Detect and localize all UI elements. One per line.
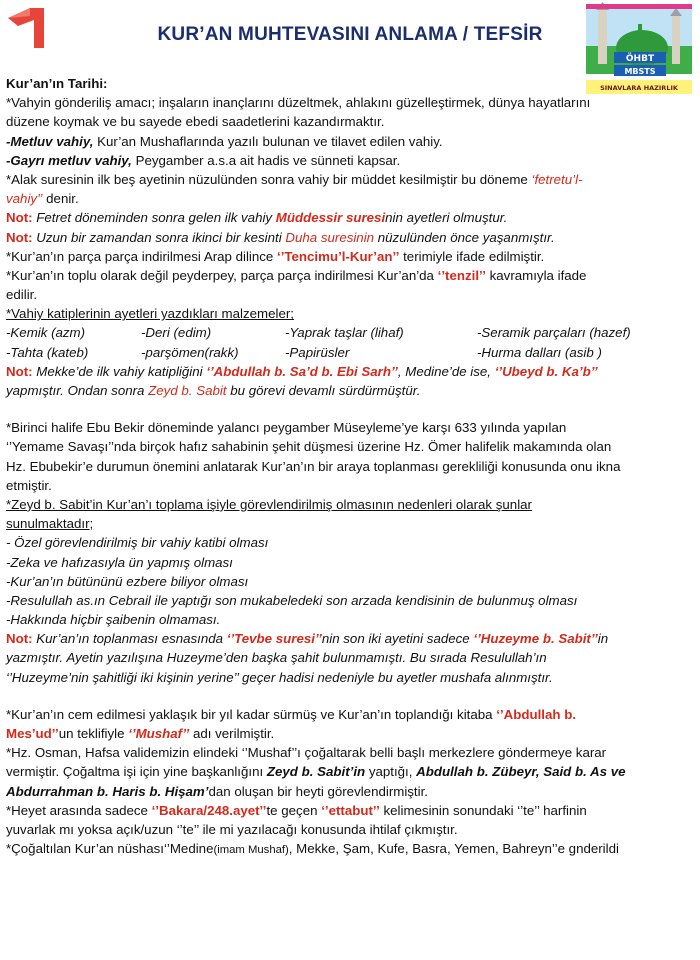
text-line: düzene koymak ve bu sayede ebedi saadetlerini kazandırmaktır. — [6, 114, 385, 130]
highlight-tevbe: ‘’Tevbe suresi’’ — [226, 631, 322, 647]
materials-row — [6, 343, 696, 362]
reason-item: -Resulullah as.ın Cebrail ile yaptığı son mukabeledeki son arzada kendisinin de bulunmuş olması — [6, 592, 578, 608]
text-line — [6, 266, 696, 285]
term-fetret-end: vahiy’’ — [6, 191, 43, 207]
imam-mushaf-note: (imam Mushaf) — [213, 844, 289, 857]
text-line — [6, 170, 696, 189]
logo-top-text: ÖHBT — [625, 54, 655, 64]
section-heading: Kur’an’ın Tarihi: — [6, 76, 108, 91]
text-fragment: Uzun bir zamandan sonra ikinci bir kesinti — [32, 229, 286, 245]
term-metluv: -Metluv vahiy, — [6, 133, 94, 149]
text-line: *Hz. Osman, Hafsa validemizin elindeki ‘’Mushaf’’ı çoğaltarak belli başlı merkezlere göndermeye karar — [6, 745, 607, 761]
note-label: Not: — [6, 363, 33, 379]
text-fragment: te geçen — [266, 802, 322, 818]
material-item: -Yaprak taşlar (lihaf) — [285, 325, 404, 341]
note-line — [6, 629, 696, 648]
term-fetret: ‘fetretu’l- — [531, 171, 583, 187]
text-line — [6, 705, 696, 724]
text-line: *Birinci halife Ebu Bekir döneminde yalancı peygamber Müseyleme’ye karşı 633 yılında yapılan — [6, 420, 567, 436]
text-line: Hz. Ebubekir’e durumun önemini anlatarak Kur’an’ın bir araya toplanması gerekliliği konusunda onu ikna — [6, 458, 621, 474]
material-item: -Deri (edim) — [141, 325, 212, 341]
document-body — [6, 74, 696, 858]
logo-bottom-text: SINAVLARA HAZIRLIK — [600, 84, 678, 92]
text-fragment: in — [597, 631, 609, 647]
reason-item: - Özel görevlendirilmiş bir vahiy katibi olması — [6, 535, 269, 551]
highlight-abdullah-mesud: ‘’Abdullah b. — [496, 706, 577, 722]
text-line — [6, 782, 696, 801]
highlight-tenzil: ‘’tenzil’’ — [437, 267, 486, 283]
text-line: edilir. — [6, 287, 38, 303]
text-fragment: bu görevi devamlı sürdürmüştür. — [226, 383, 421, 398]
highlight-ubeyd: ‘’Ubeyd b. Ka’b’’ — [494, 363, 598, 379]
text-line — [6, 724, 696, 743]
text-fragment: *Heyet arasında sadece — [6, 802, 152, 818]
materials-heading: *Vahiy katiplerinin ayetleri yazdıkları malzemeler; — [6, 306, 294, 322]
text-fragment: , Mekke, Şam, Kufe, Basra, Yemen, Bahreyn’’e gnderildi — [288, 841, 619, 857]
text-fragment: kelimesinin sonundaki ‘’te’’ harfinin — [379, 802, 587, 818]
material-item: -Papirüsler — [285, 344, 350, 360]
text-fragment: un teklifiyle — [58, 726, 129, 741]
highlight-mesud: Mes’ud’’ — [6, 726, 59, 741]
text-line — [6, 381, 696, 400]
highlight-abdullah-sad: ‘’Abdullah b. Sa’d b. Ebi Sarh’’ — [206, 363, 398, 379]
text-fragment: yapmıştır. Ondan sonra — [6, 383, 149, 398]
highlight-tencim: ‘’Tencimu’l-Kur’an’’ — [277, 248, 400, 264]
text-fragment: kavramıyla ifade — [485, 267, 587, 283]
text-fragment: *Çoğaltılan Kur’an nüshası‘’Medine — [6, 841, 214, 857]
note-label: Not: — [6, 229, 33, 245]
text-fragment: yaptığı, — [365, 764, 417, 780]
text-fragment: Kur’an Mushaflarında yazılı bulunan ve tilavet edilen vahiy. — [93, 133, 443, 149]
text-fragment: *Kur’an’ın parça parça indirilmesi Arap dilince — [6, 248, 277, 264]
text-fragment: adı verilmiştir. — [189, 726, 275, 741]
highlight-huzeyme: ‘’Huzeyme b. Sabit’’ — [473, 631, 598, 647]
text-fragment: terimiyle ifade edilmiştir. — [399, 248, 545, 264]
text-line — [6, 189, 696, 208]
highlight-zeyd: Zeyd b. Sabit — [148, 383, 227, 398]
page-title: KUR’AN MUHTEVASINI ANLAMA / TEFSİR — [157, 24, 543, 45]
reasons-heading-cont: sunulmaktadır; — [6, 516, 94, 532]
note-line — [6, 228, 696, 247]
material-item: -Seramik parçaları (hazef) — [477, 325, 631, 341]
logo-mid-text: MBSTS — [624, 67, 656, 76]
text-fragment: nüzulünden önce yaşanmıştır. — [374, 229, 555, 245]
bold-abdurrahman: Abdurrahman b. Haris b. Hişam’ — [6, 783, 209, 799]
highlight-mushaf: ‘’Mushaf’’ — [128, 726, 190, 741]
text-line — [6, 839, 696, 858]
text-fragment: Fetret döneminden sonra gelen ilk vahiy — [32, 210, 276, 226]
reasons-heading: *Zeyd b. Sabit’in Kur’an’ı toplama işiyle görevlendirilmiş olmasının nedenleri olarak şunlar — [6, 496, 532, 512]
note-line — [6, 362, 696, 381]
note-line — [6, 208, 696, 227]
material-item: -Tahta (kateb) — [6, 344, 89, 360]
text-fragment: denir. — [42, 191, 79, 207]
reason-item: -Zeka ve hafızasıyla ün yapmış olması — [6, 554, 233, 570]
term-gayri-metluv: -Gayrı metluv vahiy, — [6, 152, 132, 168]
highlight-ettabut: ‘’ettabut’’ — [321, 802, 380, 818]
text-line — [6, 801, 696, 820]
text-line — [6, 132, 696, 151]
text-line — [6, 762, 696, 781]
note-label: Not: — [6, 631, 33, 647]
text-fragment: *Alak suresinin ilk beş ayetinin nüzulünden sonra vahiy bir müddet kesilmiştir bu döneme — [6, 171, 532, 187]
text-line — [6, 247, 696, 266]
text-line: ‘’Yemame Savaşı’’nda birçok hafız sahabinin şehit düşmesi üzerine Hz. Ömer halifelik makamında olan — [6, 439, 612, 455]
text-line: yazmıştır. Ayetin yazılışına Huzeyme’den başka şahit bulunmamıştı. Bu sırada Resulullah’ın — [6, 650, 547, 666]
text-fragment: nin ayetleri olmuştur. — [385, 210, 508, 226]
bold-committee: Abdullah b. Zübeyr, Said b. As ve — [416, 764, 626, 780]
text-line: *Vahyin gönderiliş amacı; inşaların inançlarını düzeltmek, ahlakını güzelleştirmek, dünya hayatlarını — [6, 95, 591, 111]
highlight-muddessir: Müddessir suresi — [275, 210, 386, 226]
material-item: -Kemik (azm) — [6, 325, 86, 341]
text-line: etmiştir. — [6, 477, 52, 493]
materials-row — [6, 323, 696, 342]
text-fragment: Peygamber a.s.a ait hadis ve sünneti kapsar. — [131, 152, 401, 168]
text-fragment: , Medine’de ise, — [397, 363, 495, 379]
highlight-duha: Duha suresinin — [285, 229, 375, 245]
text-fragment: dan oluşan bir heyti görevlendirmiştir. — [208, 783, 428, 799]
text-line: yuvarlak mı yoksa açık/uzun ‘’te’’ ile mi yazılacağı konusunda ihtilaf çıkmıştır. — [6, 821, 458, 837]
reason-item: -Kur’an’ın bütününü ezbere biliyor olması — [6, 573, 249, 589]
reason-item: -Hakkında hiçbir şaibenin olmaması. — [6, 612, 221, 628]
material-item: -parşömen(rakk) — [141, 344, 239, 360]
note-label: Not: — [6, 210, 33, 226]
material-item: -Hurma dalları (asib ) — [477, 344, 602, 360]
text-fragment: Kur’an’ın toplanması esnasında — [32, 631, 227, 647]
bold-zeyd: Zeyd b. Sabit’in — [266, 764, 366, 780]
text-line — [6, 151, 696, 170]
text-fragment: vermiştir. Çoğaltma işi için yine başkanlığını — [6, 764, 267, 780]
text-fragment: *Kur’an’ın toplu olarak değil peyderpey, parça parça indirilmesi Kur’an’da — [6, 267, 438, 283]
text-fragment: *Kur’an’ın cem edilmesi yaklaşık bir yıl kadar sürmüş ve Kur’an’ın toplandığı kitaba — [6, 706, 497, 722]
text-fragment: Mekke’de ilk vahiy katipliğini — [32, 363, 207, 379]
text-line: ‘’Huzeyme’nin şahitliği iki kişinin yerine’’ geçer hadisi nedeniyle bu ayetler mushafa alınmıştır. — [6, 669, 553, 685]
highlight-bakara: ‘’Bakara/248.ayet’’ — [151, 802, 267, 818]
text-fragment: nin son iki ayetini sadece — [321, 631, 474, 647]
